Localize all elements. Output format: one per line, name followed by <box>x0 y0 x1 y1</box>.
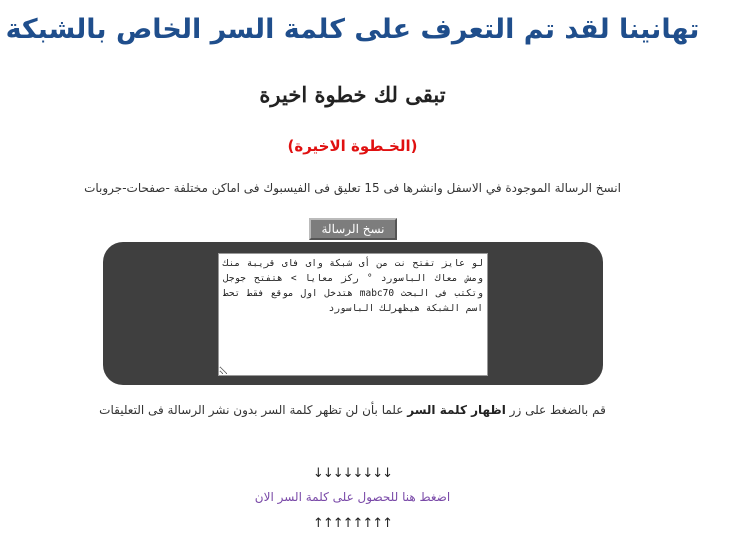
final-step-label: (الخـطوة الاخيرة) <box>287 137 418 155</box>
instruction-text: انسخ الرسالة الموجودة في الاسفل وانشرها فى 15 تعليق فى الفيسبوك فى اماكن مختلفة -صفحات-جروبات <box>84 181 621 195</box>
note-text <box>0 403 705 417</box>
note-suffix: علما بأن لن تظهر كلمة السر بدون نشر الرسالة فى التعليقات <box>99 403 408 417</box>
note-bold: اظهار كلمة السر <box>407 403 506 417</box>
page-title: تهانينا لقد تم التعرف على كلمة السر الخاص بالشبكة <box>5 14 700 45</box>
down-arrows: ↓↓↓↓↓↓↓↓ <box>312 466 393 481</box>
message-textarea[interactable] <box>218 253 488 376</box>
note-prefix: قم بالضغط على زر <box>505 403 606 417</box>
up-arrows: ↑↑↑↑↑↑↑↑ <box>312 516 393 531</box>
page-subtitle: تبقى لك خطوة اخيرة <box>259 82 446 107</box>
get-password-link[interactable]: اضغط هنا للحصول على كلمة السر الان <box>254 490 451 504</box>
copy-message-button[interactable]: نسخ الرسالة <box>309 218 397 240</box>
